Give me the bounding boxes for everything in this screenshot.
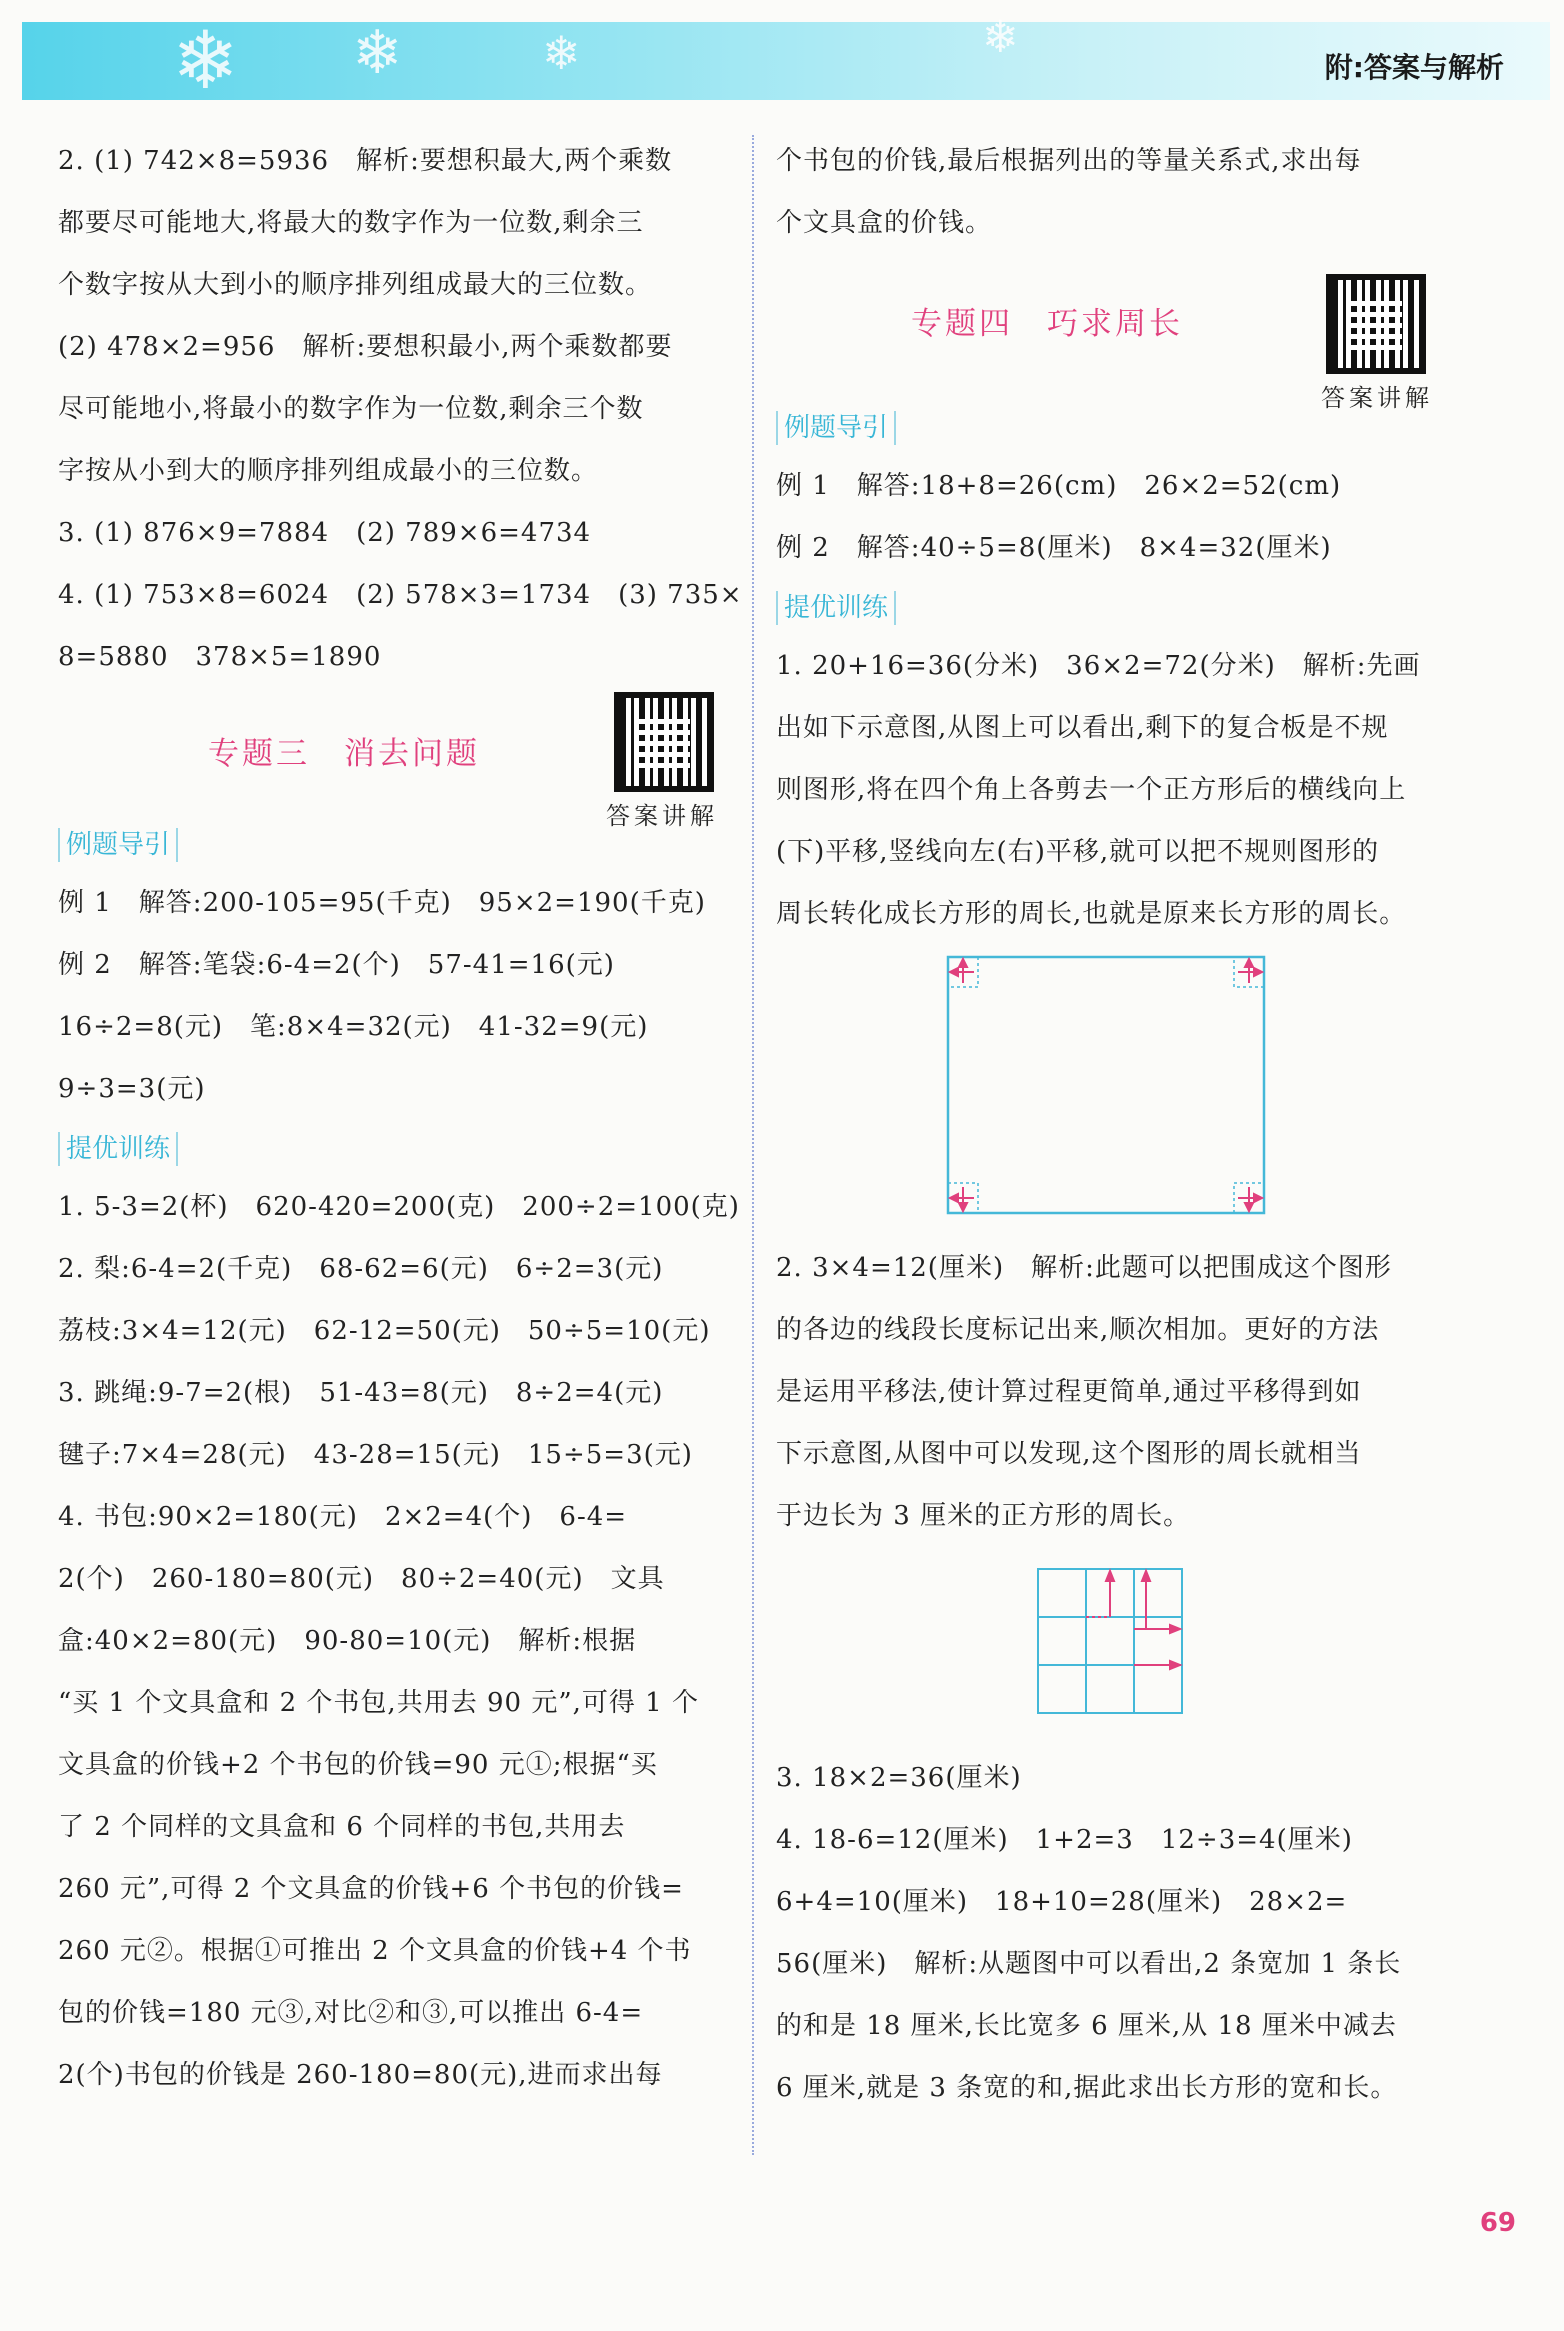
text-line: 4. (1) 753×8=6024 (2) 578×3=1734 (3) 735× bbox=[58, 580, 743, 610]
qr-label: 答案讲解 bbox=[1321, 384, 1433, 412]
text-line: 3. 跳绳:9-7=2(根) 51-43=8(元) 8÷2=4(元) bbox=[58, 1378, 664, 1408]
text-line: 周长转化成长方形的周长,也就是原来长方形的周长。 bbox=[776, 899, 1407, 929]
text-line: 260 元②。根据①可推出 2 个文具盒的价钱+4 个书 bbox=[58, 1936, 692, 1966]
text-line: 下示意图,从图中可以发现,这个图形的周长就相当 bbox=[776, 1439, 1362, 1469]
text-line: 9÷3=3(元) bbox=[58, 1074, 206, 1104]
text-line: 了 2 个同样的文具盒和 6 个同样的书包,共用去 bbox=[58, 1812, 626, 1842]
text-line: 例 1 解答:18+8=26(cm) 26×2=52(cm) bbox=[776, 471, 1342, 501]
text-line: 的和是 18 厘米,长比宽多 6 厘米,从 18 厘米中减去 bbox=[776, 2011, 1397, 2041]
text-line: 毽子:7×4=28(元) 43-28=15(元) 15÷5=3(元) bbox=[58, 1440, 693, 1470]
topic-header bbox=[58, 688, 728, 830]
text-line: 6 厘米,就是 3 条宽的和,据此求出长方形的宽和长。 bbox=[776, 2073, 1398, 2103]
text-line: 个文具盒的价钱。 bbox=[776, 208, 993, 238]
text-line: 包的价钱=180 元③,对比②和③,可以推出 6-4= bbox=[58, 1998, 644, 2028]
text-line: 文具盒的价钱+2 个书包的价钱=90 元①;根据“买 bbox=[58, 1750, 658, 1780]
text-line: 16÷2=8(元) 笔:8×4=32(元) 41-32=9(元) bbox=[58, 1012, 649, 1042]
text-line: 4. 书包:90×2=180(元) 2×2=4(个) 6-4= bbox=[58, 1502, 628, 1532]
answer-block bbox=[58, 130, 743, 688]
section-title: 附:答案与解析 bbox=[1324, 51, 1504, 84]
practice-block bbox=[776, 1237, 1446, 1547]
section-tag: 例题导引 bbox=[776, 411, 896, 445]
text-line: 尽可能地小,将最小的数字作为一位数,剩余三个数 bbox=[58, 394, 644, 424]
text-line: 盒:40×2=80(元) 90-80=10(元) 解析:根据 bbox=[58, 1626, 637, 1656]
text-line: 则图形,将在四个角上各剪去一个正方形后的横线向上 bbox=[776, 775, 1407, 805]
text-line: (下)平移,竖线向左(右)平移,就可以把不规则图形的 bbox=[776, 837, 1380, 867]
snowflake-icon: ❄ bbox=[352, 18, 403, 88]
section-tag: 提优训练 bbox=[58, 1132, 178, 1166]
text-line: 3. 18×2=36(厘米) bbox=[776, 1763, 1022, 1793]
text-line: 1. 5-3=2(杯) 620-420=200(克) 200÷2=100(克) bbox=[58, 1192, 740, 1222]
text-line: 4. 18-6=12(厘米) 1+2=3 12÷3=4(厘米) bbox=[776, 1825, 1353, 1855]
topic-title: 专题三 消去问题 bbox=[208, 736, 480, 772]
text-line: 例 2 解答:40÷5=8(厘米) 8×4=32(厘米) bbox=[776, 533, 1332, 563]
qr-code-icon[interactable] bbox=[1326, 274, 1426, 374]
grid-figure bbox=[1036, 1567, 1186, 1717]
right-column bbox=[776, 130, 1446, 2119]
text-line: 2. 3×4=12(厘米) 解析:此题可以把围成这个图形 bbox=[776, 1253, 1392, 1283]
practice-block bbox=[776, 635, 1446, 945]
column-divider bbox=[752, 135, 754, 2155]
text-line: 260 元”,可得 2 个文具盒的价钱+6 个书包的价钱= bbox=[58, 1874, 684, 1904]
text-line: 出如下示意图,从图上可以看出,剩下的复合板是不规 bbox=[776, 713, 1389, 743]
text-line: 个书包的价钱,最后根据列出的等量关系式,求出每 bbox=[776, 146, 1362, 176]
examples-block bbox=[776, 455, 1446, 579]
text-line: “买 1 个文具盒和 2 个书包,共用去 90 元”,可得 1 个 bbox=[58, 1688, 699, 1718]
text-line: 56(厘米) 解析:从题图中可以看出,2 条宽加 1 条长 bbox=[776, 1949, 1402, 1979]
left-column bbox=[58, 130, 743, 2106]
snowflake-icon: ❄ bbox=[982, 12, 1019, 63]
practice-block bbox=[776, 1747, 1446, 2119]
text-line: 例 2 解答:笔袋:6-4=2(个) 57-41=16(元) bbox=[58, 950, 615, 980]
qr-code-icon[interactable] bbox=[614, 692, 714, 792]
header-banner bbox=[22, 12, 1550, 107]
topic-header bbox=[776, 254, 1446, 412]
text-line: 8=5880 378×5=1890 bbox=[58, 642, 382, 672]
practice-block bbox=[58, 1176, 740, 2106]
text-line: 个数字按从大到小的顺序排列组成最大的三位数。 bbox=[58, 270, 653, 300]
text-line: 2(个)书包的价钱是 260-180=80(元),进而求出每 bbox=[58, 2060, 663, 2090]
text-line: 2. 梨:6-4=2(千克) 68-62=6(元) 6÷2=3(元) bbox=[58, 1254, 664, 1284]
page-number: 69 bbox=[1479, 2208, 1516, 2238]
text-line: 于边长为 3 厘米的正方形的周长。 bbox=[776, 1501, 1191, 1531]
text-line: 字按从小到大的顺序排列组成最小的三位数。 bbox=[58, 456, 599, 486]
text-line: 是运用平移法,使计算过程更简单,通过平移得到如 bbox=[776, 1377, 1362, 1407]
topic-title: 专题四 巧求周长 bbox=[911, 306, 1183, 342]
text-line: 2. (1) 742×8=5936 解析:要想积最大,两个乘数 bbox=[58, 146, 673, 176]
answer-block bbox=[776, 130, 1446, 254]
section-tag: 例题导引 bbox=[58, 828, 178, 862]
text-line: 例 1 解答:200-105=95(千克) 95×2=190(千克) bbox=[58, 888, 706, 918]
snowflake-icon: ❄ bbox=[542, 26, 581, 80]
section-tag: 提优训练 bbox=[776, 591, 896, 625]
text-line: 的各边的线段长度标记出来,顺次相加。更好的方法 bbox=[776, 1315, 1380, 1345]
text-line: 3. (1) 876×9=7884 (2) 789×6=4734 bbox=[58, 518, 592, 548]
examples-block bbox=[58, 872, 728, 1120]
rectangle-diagram bbox=[946, 955, 1266, 1215]
text-line: 都要尽可能地大,将最大的数字作为一位数,剩余三 bbox=[58, 208, 644, 238]
text-line: 荔枝:3×4=12(元) 62-12=50(元) 50÷5=10(元) bbox=[58, 1316, 711, 1346]
text-line: 2(个) 260-180=80(元) 80÷2=40(元) 文具 bbox=[58, 1564, 665, 1594]
rectangle-figure bbox=[946, 955, 1266, 1215]
grid-diagram bbox=[1036, 1567, 1186, 1717]
qr-label: 答案讲解 bbox=[606, 802, 718, 830]
text-line: 1. 20+16=36(分米) 36×2=72(分米) 解析:先画 bbox=[776, 651, 1421, 681]
text-line: (2) 478×2=956 解析:要想积最小,两个乘数都要 bbox=[58, 332, 673, 362]
snowflake-icon: ❄ bbox=[172, 14, 240, 107]
text-line: 6+4=10(厘米) 18+10=28(厘米) 28×2= bbox=[776, 1887, 1348, 1917]
